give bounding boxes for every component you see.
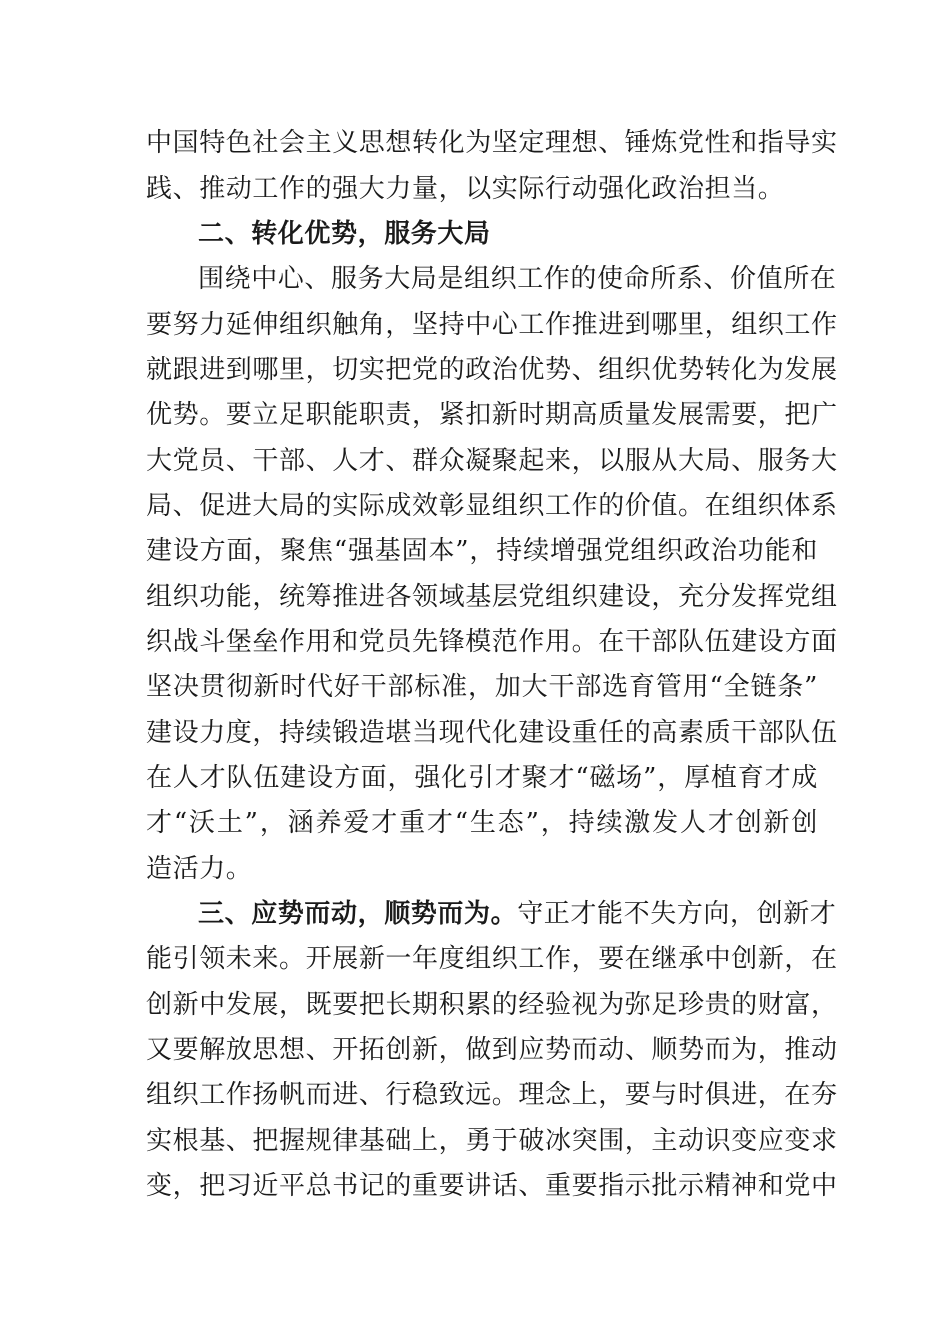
body-text-line: 要努力延伸组织触角，坚持中心工作推进到哪里，组织工作 [146,310,838,340]
section-heading: 二、转化优势，服务大局 [198,219,491,249]
body-text-line: 才“沃土”，涵养爱才重才“生态”，持续激发人才创新创 [146,808,818,838]
body-text-line: 围绕中心、服务大局是组织工作的使命所系、价值所在 [198,264,837,294]
body-text-line: 变，把习近平总书记的重要讲话、重要指示批示精神和党中 [146,1171,838,1201]
body-text-line: 建设力度，持续锻造堪当现代化建设重任的高素质干部队伍 [146,718,838,748]
body-text: 守正才能不失方向，创新才 [517,899,837,929]
body-text-line: 坚决贯彻新时代好干部标准，加大干部选育管用“全链条” [146,672,818,702]
body-text-line: 践、推动工作的强大力量，以实际行动强化政治担当。 [146,174,785,204]
body-text-line: 大党员、干部、人才、群众凝聚起来，以服从大局、服务大 [146,446,838,476]
body-text-line: 局、促进大局的实际成效彰显组织工作的价值。在组织体系 [146,491,838,521]
body-text-line: 能引领未来。开展新一年度组织工作，要在继承中创新，在 [146,944,838,974]
body-text-line: 优势。要立足职能职责，紧扣新时期高质量发展需要，把广 [146,400,838,430]
body-text-line: 组织工作扬帆而进、行稳致远。理念上，要与时俱进，在夯 [146,1080,838,1110]
section-heading-paragraph [198,894,837,934]
body-text-line: 就跟进到哪里，切实把党的政治优势、组织优势转化为发展 [146,355,838,385]
body-text-line: 造活力。 [146,854,253,884]
section-heading: 三、应势而动，顺势而为。 [198,899,518,929]
body-text-line: 创新中发展，既要把长期积累的经验视为弥足珍贵的财富， [146,990,838,1020]
body-text-line: 组织功能，统筹推进各领域基层党组织建设，充分发挥党组 [146,582,838,612]
body-text-line: 中国特色社会主义思想转化为坚定理想、锤炼党性和指导实 [146,128,838,158]
body-text-line: 又要解放思想、开拓创新，做到应势而动、顺势而为，推动 [146,1035,838,1065]
body-text-line: 在人才队伍建设方面，强化引才聚才“磁场”，厚植育才成 [146,763,818,793]
body-text-line: 织战斗堡垒作用和党员先锋模范作用。在干部队伍建设方面 [146,627,838,657]
body-text-line: 建设方面，聚焦“强基固本”，持续增强党组织政治功能和 [146,536,818,566]
body-text-line: 实根基、把握规律基础上，勇于破冰突围，主动识变应变求 [146,1126,838,1156]
